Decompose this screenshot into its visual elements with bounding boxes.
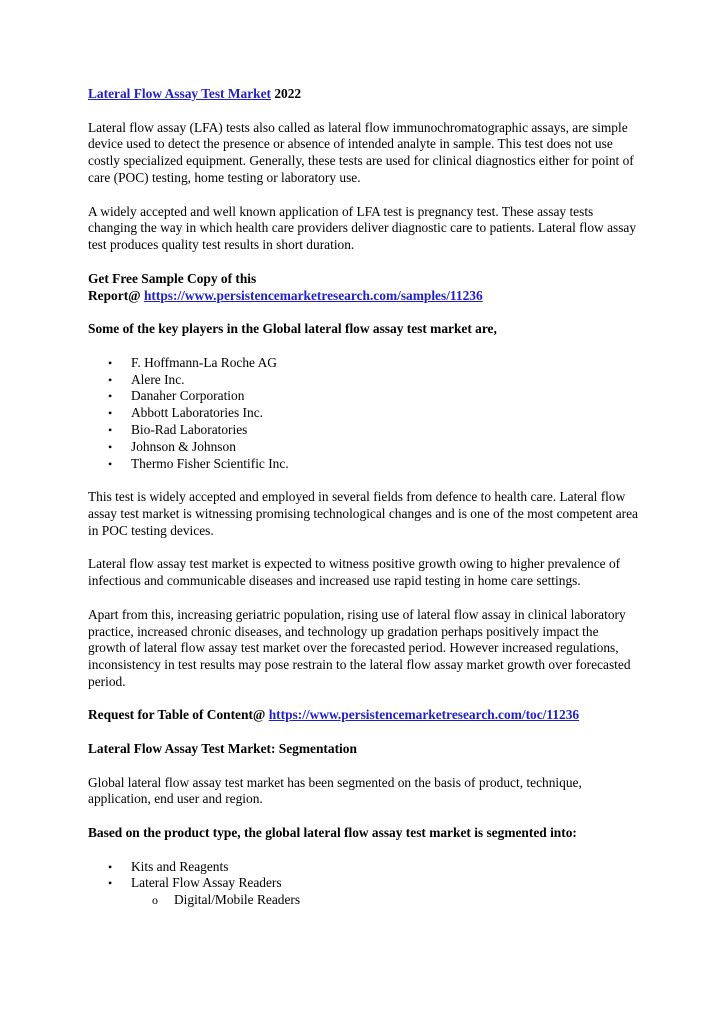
list-item <box>88 456 638 473</box>
intro-paragraph: Lateral flow assay (LFA) tests also called as lateral flow immunochromatographic assays, are simple device used to detect the presence or absence of intended analyte in sample. This test does not use costly specialized equipment. Generally, these tests are used for clinical diagnostics either for point of care (POC) testing, home testing or laboratory use. <box>88 119 634 185</box>
bullet-icon: • <box>108 355 113 370</box>
bullet-icon: • <box>108 406 113 421</box>
key-players-heading: Some of the key players in the Global lateral flow assay test market are, <box>88 321 497 337</box>
title-link[interactable]: Lateral Flow Assay Test Market <box>88 86 271 101</box>
product-type-heading: Based on the product type, the global lateral flow assay test market is segmented into: <box>88 825 577 841</box>
list-item <box>88 355 638 372</box>
toc-label: Request for Table of Content@ <box>88 707 269 723</box>
list-item <box>88 875 638 909</box>
segmentation-paragraph: Global lateral flow assay test market has been segmented on the basis of product, technique, application, end user and region. <box>88 774 582 807</box>
list-item-label: Bio-Rad Laboratories <box>131 421 248 437</box>
sub-list-item <box>131 892 638 909</box>
list-item-label: Thermo Fisher Scientific Inc. <box>131 455 289 471</box>
bullet-icon: • <box>108 456 113 471</box>
product-type-list <box>88 859 638 909</box>
bullet-icon: • <box>108 859 113 874</box>
bullet-icon: • <box>108 439 113 454</box>
readers-sublist <box>131 892 638 909</box>
list-item-label: Abbott Laboratories Inc. <box>131 405 264 421</box>
sample-copy-line <box>88 288 638 305</box>
list-item-label: F. Hoffmann-La Roche AG <box>131 354 277 370</box>
fields-paragraph: This test is widely accepted and employed in several fields from defence to health care. Lateral flow assay test market is witnessing promising technological changes and is one of the most competent area in POC testing devices. <box>88 489 638 538</box>
title-year: 2022 <box>271 86 302 101</box>
list-item <box>88 405 638 422</box>
pregnancy-test-paragraph: A widely accepted and well known application of LFA test is pregnancy test. These assay tests changing the way in which health care providers deliver diagnostic care to patients. Lateral flow assay test produces quality test results in short duration. <box>88 203 637 253</box>
bullet-icon: • <box>108 876 113 891</box>
toc-line <box>88 707 638 724</box>
list-item-label: Alere Inc. <box>131 371 185 387</box>
document-body <box>88 86 638 909</box>
bullet-icon: • <box>108 422 113 437</box>
document-title <box>88 86 638 103</box>
list-item-label: Lateral Flow Assay Readers <box>131 875 282 891</box>
toc-link[interactable]: https://www.persistencemarketresearch.com/toc/11236 <box>268 707 580 723</box>
key-players-list <box>88 355 638 473</box>
list-item-label: Danaher Corporation <box>131 388 245 404</box>
sample-copy-heading: Get Free Sample Copy of this <box>88 270 257 286</box>
bullet-icon: • <box>108 389 113 404</box>
segmentation-heading: Lateral Flow Assay Test Market: Segmentation <box>88 741 357 757</box>
list-item <box>88 372 638 389</box>
sample-link[interactable]: https://www.persistencemarketresearch.com/samples/11236 <box>143 287 483 303</box>
list-item-label: Johnson & Johnson <box>131 438 236 454</box>
list-item <box>88 422 638 439</box>
sample-report-label: Report@ <box>88 287 144 303</box>
list-item <box>88 859 638 876</box>
list-item-label: Kits and Reagents <box>131 858 229 874</box>
growth-paragraph: Lateral flow assay test market is expected to witness positive growth owing to higher prevalence of infectious and communicable diseases and increased use rapid testing in home care settings. <box>88 556 621 589</box>
circle-bullet-icon: o <box>152 893 158 908</box>
sub-list-item-label: Digital/Mobile Readers <box>174 892 301 908</box>
bullet-icon: • <box>108 372 113 387</box>
drivers-paragraph: Apart from this, increasing geriatric population, rising use of lateral flow assay in clinical laboratory practice, increased chronic diseases, and technology up gradation perhaps positively impact the growth of lateral flow assay test market over the forecasted period. However increased regulations, inconsistency in test results may pose restrain to the lateral flow assay market growth over forecasted period. <box>88 606 631 689</box>
list-item <box>88 388 638 405</box>
list-item <box>88 439 638 456</box>
